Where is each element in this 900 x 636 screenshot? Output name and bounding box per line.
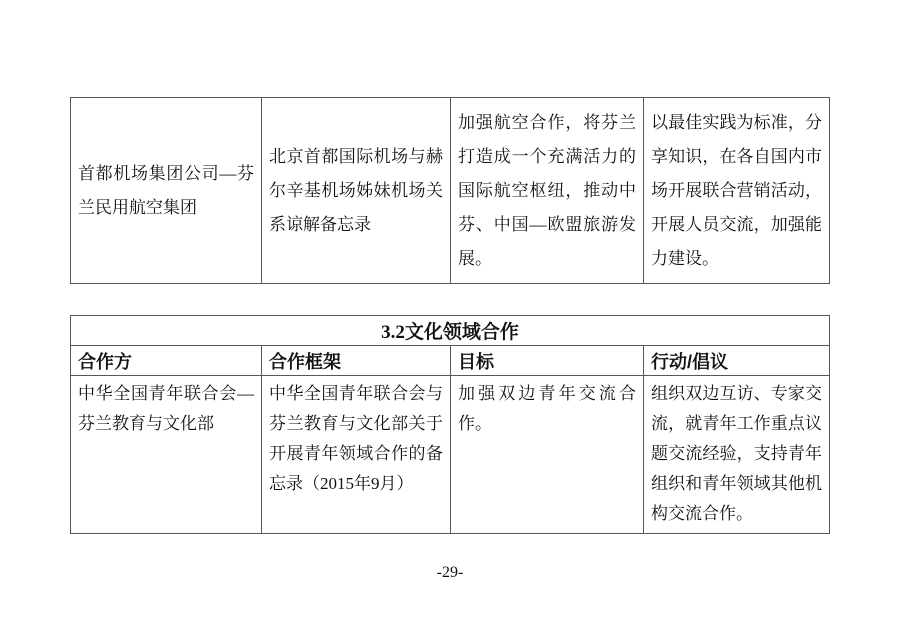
aviation-cooperation-table [70,97,830,284]
framework-cell [262,376,451,534]
action-text: 组织双边互访、专家交流，就青年工作重点议题交流经验，支持青年组织和青年领域其他机构交流合作。 [651,384,823,523]
section-title-text: 文化领域合作 [404,322,519,343]
goal-cell [451,376,644,534]
goal-text: 加强双边青年交流合作。 [458,384,636,433]
goal-text: 加强航空合作，将芬兰打造成一个充满活力的国际航空枢纽，推动中芬、中国—欧盟旅游发展。 [458,112,636,268]
framework-text: 中华全国青年联合会与芬兰教育与文化部关于开展青年领域合作的备忘录（2015年9月） [269,384,443,493]
column-header-goal: 目标 [451,346,644,376]
section-title [71,316,830,346]
framework-cell [262,98,451,284]
partner-text: 首都机场集团公司—芬兰民用航空集团 [78,163,254,217]
partner-cell [71,376,262,534]
page-number: -29- [436,564,464,581]
goal-cell [451,98,644,284]
column-header-partner: 合作方 [71,346,262,376]
action-cell [644,376,830,534]
header-row [71,346,830,376]
action-text: 以最佳实践为标准，分享知识，在各自国内市场开展联合营销活动，开展人员交流，加强能力建设。 [651,112,822,268]
column-header-framework: 合作框架 [262,346,451,376]
table-row [71,376,830,534]
table-row [71,98,830,284]
section-number: 3.2 [381,322,405,343]
partner-cell [71,98,262,284]
culture-cooperation-table [70,315,830,534]
framework-text: 北京首都国际机场与赫尔辛基机场姊妹机场关系谅解备忘录 [269,146,443,234]
column-header-action: 行动/倡议 [644,346,830,376]
section-title-row [71,316,830,346]
partner-text: 中华全国青年联合会—芬兰教育与文化部 [78,384,254,433]
action-cell [644,98,830,284]
